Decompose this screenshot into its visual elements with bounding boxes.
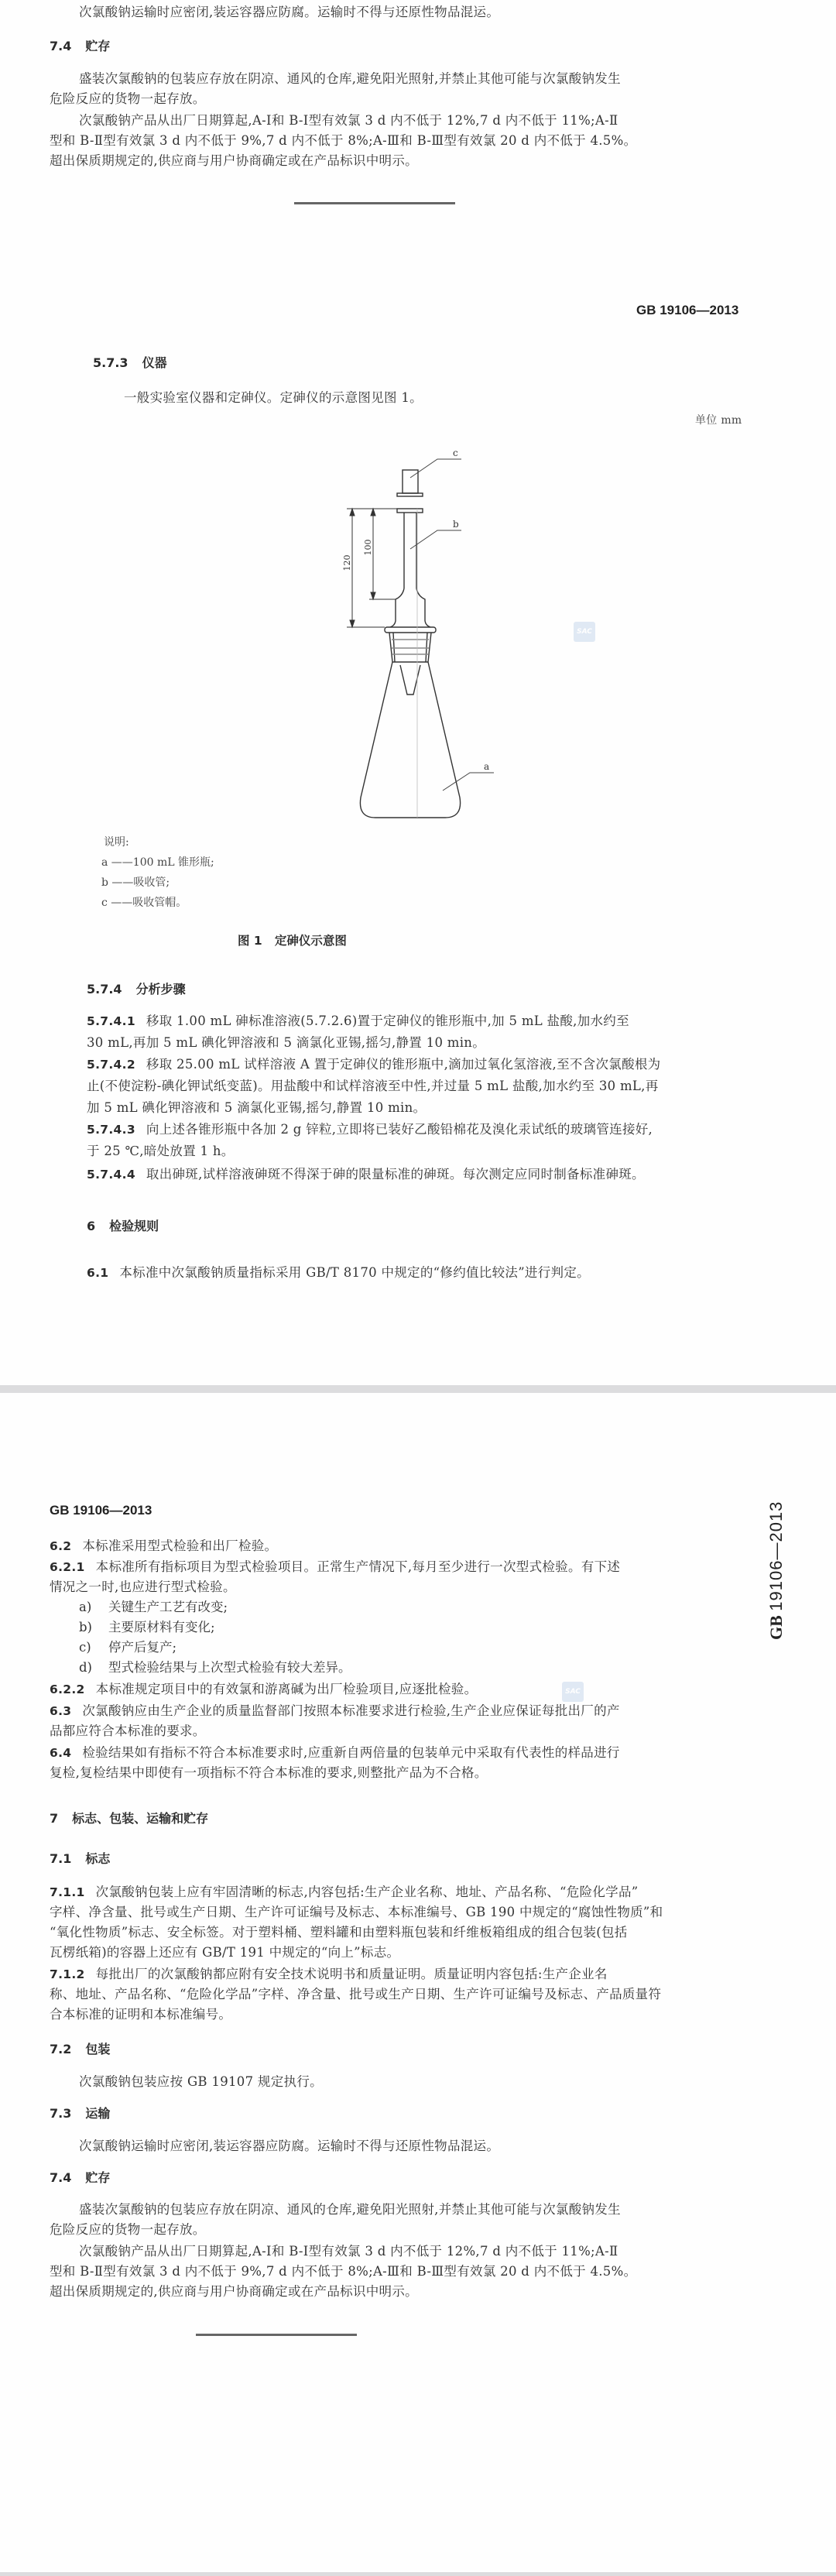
clause-5-7-4-1-line-2: 30 mL,再加 5 mL 碘化钾溶液和 5 滴氯化亚锡,摇匀,静置 10 min。 bbox=[87, 1035, 486, 1050]
clause-number: 6.2.2 bbox=[50, 1682, 85, 1696]
storage-paragraph-2-line-1: 次氯酸钠产品从出厂日期算起,A-Ⅰ和 B-Ⅰ型有效氯 3 d 内不低于 12%,7 d 内不低于 11%;A-Ⅱ bbox=[79, 113, 618, 128]
clause-7-1-1-line-3: “氧化性物质”标志、安全标签。对于塑料桶、塑料罐和由塑料瓶包装和纤维板箱组成的组合包装(包括 bbox=[50, 1925, 628, 1940]
clause-5-7-4-3-line-1: 5.7.4.3 向上述各锥形瓶中各加 2 g 锌粒,立即将已装好乙酸铅棉花及溴化汞试纸的玻璃管连接好, bbox=[87, 1122, 653, 1137]
clause-6-3-line-1: 6.3 次氯酸钠应由生产企业的质量监督部门按照本标准要求进行检验,生产企业应保证每批出厂的产 bbox=[50, 1703, 620, 1718]
section-title: 贮存 bbox=[85, 2170, 111, 2185]
section-heading-5-7-4 bbox=[87, 979, 186, 997]
sac-watermark-logo: SAC bbox=[562, 1682, 584, 1702]
storage-paragraph-1-line-1: 盛装次氯酸钠的包装应存放在阴凉、通风的仓库,避免阳光照射,并禁止其他可能与次氯酸钠发生 bbox=[79, 2202, 621, 2217]
clause-6-2-1-line-1: 6.2.1 本标准所有指标项目为型式检验项目。正常生产情况下,每月至少进行一次型式检验。有下述 bbox=[50, 1559, 621, 1574]
dimension-120: 120 bbox=[342, 554, 352, 571]
sac-watermark-logo: SAC bbox=[574, 622, 595, 642]
clause-number: 6.3 bbox=[50, 1704, 72, 1718]
clause-number: 7.1.2 bbox=[50, 1967, 85, 1981]
transport-paragraph: 次氯酸钠运输时应密闭,装运容器应防腐。运输时不得与还原性物品混运。 bbox=[79, 2139, 500, 2153]
section-heading-storage bbox=[50, 36, 110, 54]
clause-6-2-2: 6.2.2 本标准规定项目中的有效氯和游离碱为出厂检验项目,应逐批检验。 bbox=[50, 1682, 478, 1696]
storage-paragraph-1-line-2: 危险反应的货物一起存放。 bbox=[50, 2222, 206, 2237]
clause-number: 6.4 bbox=[50, 1746, 72, 1760]
storage-paragraph-1-line-2: 危险反应的货物一起存放。 bbox=[50, 91, 206, 106]
running-header-doc-code: GB 19106—2013 bbox=[636, 303, 739, 317]
section-title: 仪器 bbox=[142, 355, 167, 370]
storage-paragraph-2-line-1: 次氯酸钠产品从出厂日期算起,A-Ⅰ和 B-Ⅰ型有效氯 3 d 内不低于 12%,7 d 内不低于 11%;A-Ⅱ bbox=[79, 2244, 618, 2259]
section-title: 贮存 bbox=[85, 39, 111, 53]
clause-7-1-2-line-2: 称、地址、产品名称、“危险化学品”字样、净含量、批号或生产日期、生产许可证编号及标志、产品质量符 bbox=[50, 1987, 662, 2001]
section-heading-7-4 bbox=[50, 2168, 110, 2186]
storage-paragraph-2-line-3: 超出保质期规定的,供应商与用户协商确定或在产品标识中明示。 bbox=[50, 2284, 418, 2299]
clause-5-7-4-1-line-1: 5.7.4.1 移取 1.00 mL 砷标准溶液(5.7.2.6)置于定砷仪的锥形瓶中,加 5 mL 盐酸,加水约至 bbox=[87, 1014, 629, 1028]
figure-legend-item-c: c ——吸收管帽。 bbox=[101, 897, 187, 909]
clause-6-1: 6.1 本标准中次氯酸钠质量指标采用 GB/T 8170 中规定的“修约值比较法”进行判定。 bbox=[87, 1265, 590, 1280]
clause-number: 6.2 bbox=[50, 1539, 72, 1553]
storage-paragraph-1-line-1: 盛装次氯酸钠的包装应存放在阴凉、通风的仓库,避免阳光照射,并禁止其他可能与次氯酸钠发生 bbox=[79, 71, 621, 86]
section-heading-7 bbox=[50, 1809, 208, 1827]
side-vertical-doc-code: GB 19106—2013 bbox=[766, 1501, 786, 1640]
section-heading-7-1 bbox=[50, 1849, 110, 1867]
clause-number: 7.1.1 bbox=[50, 1885, 85, 1899]
section-number: 7 bbox=[50, 1811, 59, 1826]
section-title: 包装 bbox=[85, 2042, 111, 2056]
section-title: 检验规则 bbox=[109, 1219, 159, 1233]
clause-5-7-4-2-line-3: 加 5 mL 碘化钾溶液和 5 滴氯化亚锡,摇匀,静置 10 min。 bbox=[87, 1100, 427, 1115]
section-number: 7.1 bbox=[50, 1851, 72, 1866]
instrument-paragraph: 一般实验室仪器和定砷仪。定砷仪的示意图见图 1。 bbox=[124, 390, 423, 405]
clause-number: 5.7.4.1 bbox=[87, 1014, 135, 1028]
list-item-a: a) 关键生产工艺有改变; bbox=[79, 1600, 228, 1614]
clause-number: 5.7.4.3 bbox=[87, 1123, 135, 1137]
clause-number: 5.7.4.2 bbox=[87, 1058, 135, 1072]
section-number: 5.7.3 bbox=[93, 355, 128, 370]
unit-label: 单位 mm bbox=[695, 414, 742, 427]
section-number: 6 bbox=[87, 1219, 96, 1233]
section-number: 7.2 bbox=[50, 2042, 72, 2056]
section-title: 运输 bbox=[85, 2106, 111, 2121]
list-item-d: d) 型式检验结果与上次型式检验有较大差异。 bbox=[79, 1660, 351, 1675]
clause-5-7-4-2-line-1: 5.7.4.2 移取 25.00 mL 试样溶液 A 置于定砷仪的锥形瓶中,滴加过氧化氢溶液,至不含次氯酸根为 bbox=[87, 1057, 661, 1072]
section-heading-6 bbox=[87, 1216, 159, 1234]
section-title: 标志 bbox=[85, 1851, 111, 1866]
packaging-paragraph: 次氯酸钠包装应按 GB 19107 规定执行。 bbox=[79, 2074, 323, 2089]
list-item-b: b) 主要原材料有变化; bbox=[79, 1620, 215, 1634]
end-of-document-rule bbox=[196, 2334, 357, 2336]
clause-7-1-2-line-3: 合本标准的证明和本标准编号。 bbox=[50, 2007, 232, 2022]
clause-7-1-2-line-1: 7.1.2 每批出厂的次氯酸钠都应附有安全技术说明书和质量证明。质量证明内容包括:生产企业名 bbox=[50, 1967, 608, 1981]
section-heading-7-2 bbox=[50, 2039, 110, 2057]
clause-6-4-line-2: 复检,复检结果中即使有一项指标不符合本标准的要求,则整批产品为不合格。 bbox=[50, 1765, 488, 1780]
page-separator bbox=[0, 1385, 836, 1393]
clause-6-3-line-2: 品都应符合本标准的要求。 bbox=[50, 1724, 206, 1738]
clause-number: 6.1 bbox=[87, 1266, 109, 1280]
clause-6-2-1-line-2: 情况之一时,也应进行型式检验。 bbox=[50, 1580, 236, 1594]
figure-legend-title: 说明: bbox=[104, 836, 129, 849]
apparatus-diagram bbox=[310, 434, 557, 836]
clause-number: 5.7.4.4 bbox=[87, 1168, 135, 1182]
section-title: 分析步骤 bbox=[135, 982, 186, 996]
figure-caption: 图 1 定砷仪示意图 bbox=[238, 934, 347, 948]
label-b: b bbox=[453, 519, 459, 530]
label-a: a bbox=[484, 761, 490, 772]
end-of-document-rule bbox=[294, 202, 455, 204]
section-number: 7.4 bbox=[50, 2170, 72, 2185]
figure-legend-item-b: b ——吸收管; bbox=[101, 876, 170, 889]
section-number: 5.7.4 bbox=[87, 982, 122, 996]
clause-6-2: 6.2 本标准采用型式检验和出厂检验。 bbox=[50, 1538, 278, 1553]
section-number: 7.3 bbox=[50, 2106, 72, 2121]
clause-5-7-4-2-line-2: 止(不使淀粉-碘化钾试纸变蓝)。用盐酸中和试样溶液至中性,并过量 5 mL 盐酸,加水约至 30 mL,再 bbox=[87, 1079, 659, 1093]
section-heading-5-7-3 bbox=[93, 353, 167, 371]
section-title: 标志、包装、运输和贮存 bbox=[72, 1811, 209, 1826]
clause-5-7-4-4: 5.7.4.4 取出砷斑,试样溶液砷斑不得深于砷的限量标准的砷斑。每次测定应同时制备标准砷斑。 bbox=[87, 1167, 645, 1182]
clause-7-1-1-line-4: 瓦楞纸箱)的容器上还应有 GB/T 191 中规定的“向上”标志。 bbox=[50, 1945, 400, 1960]
clause-7-1-1-line-2: 字样、净含量、批号或生产日期、生产许可证编号及标志、本标准编号、GB 190 中规定的“腐蚀性物质”和 bbox=[50, 1905, 663, 1919]
storage-paragraph-2-line-2: 型和 B-Ⅱ型有效氯 3 d 内不低于 9%,7 d 内不低于 8%;A-Ⅲ和 B-Ⅲ型有效氯 20 d 内不低于 4.5%。 bbox=[50, 133, 637, 148]
list-item-c: c) 停产后复产; bbox=[79, 1640, 177, 1655]
page-separator bbox=[0, 2572, 836, 2576]
section-heading-7-3 bbox=[50, 2104, 110, 2122]
transport-paragraph: 次氯酸钠运输时应密闭,装运容器应防腐。运输时不得与还原性物品混运。 bbox=[79, 5, 500, 19]
storage-paragraph-2-line-2: 型和 B-Ⅱ型有效氯 3 d 内不低于 9%,7 d 内不低于 8%;A-Ⅲ和 B-Ⅲ型有效氯 20 d 内不低于 4.5%。 bbox=[50, 2264, 637, 2279]
clause-5-7-4-3-line-2: 于 25 ℃,暗处放置 1 h。 bbox=[87, 1144, 235, 1158]
clause-number: 6.2.1 bbox=[50, 1560, 85, 1574]
clause-7-1-1-line-1: 7.1.1 次氯酸钠包装上应有牢固清晰的标志,内容包括:生产企业名称、地址、产品名称、“危险化学品” bbox=[50, 1885, 639, 1899]
section-number: 7.4 bbox=[50, 39, 72, 53]
figure-legend-item-a: a ——100 mL 锥形瓶; bbox=[101, 856, 214, 869]
clause-6-4-line-1: 6.4 检验结果如有指标不符合本标准要求时,应重新自两倍量的包装单元中采取有代表性的样品进行 bbox=[50, 1745, 620, 1760]
figure-arsenic-apparatus bbox=[310, 434, 557, 836]
dimension-100: 100 bbox=[363, 539, 373, 556]
storage-paragraph-2-line-3: 超出保质期规定的,供应商与用户协商确定或在产品标识中明示。 bbox=[50, 153, 418, 168]
label-c: c bbox=[453, 448, 458, 458]
running-header-doc-code: GB 19106—2013 bbox=[50, 1503, 152, 1518]
